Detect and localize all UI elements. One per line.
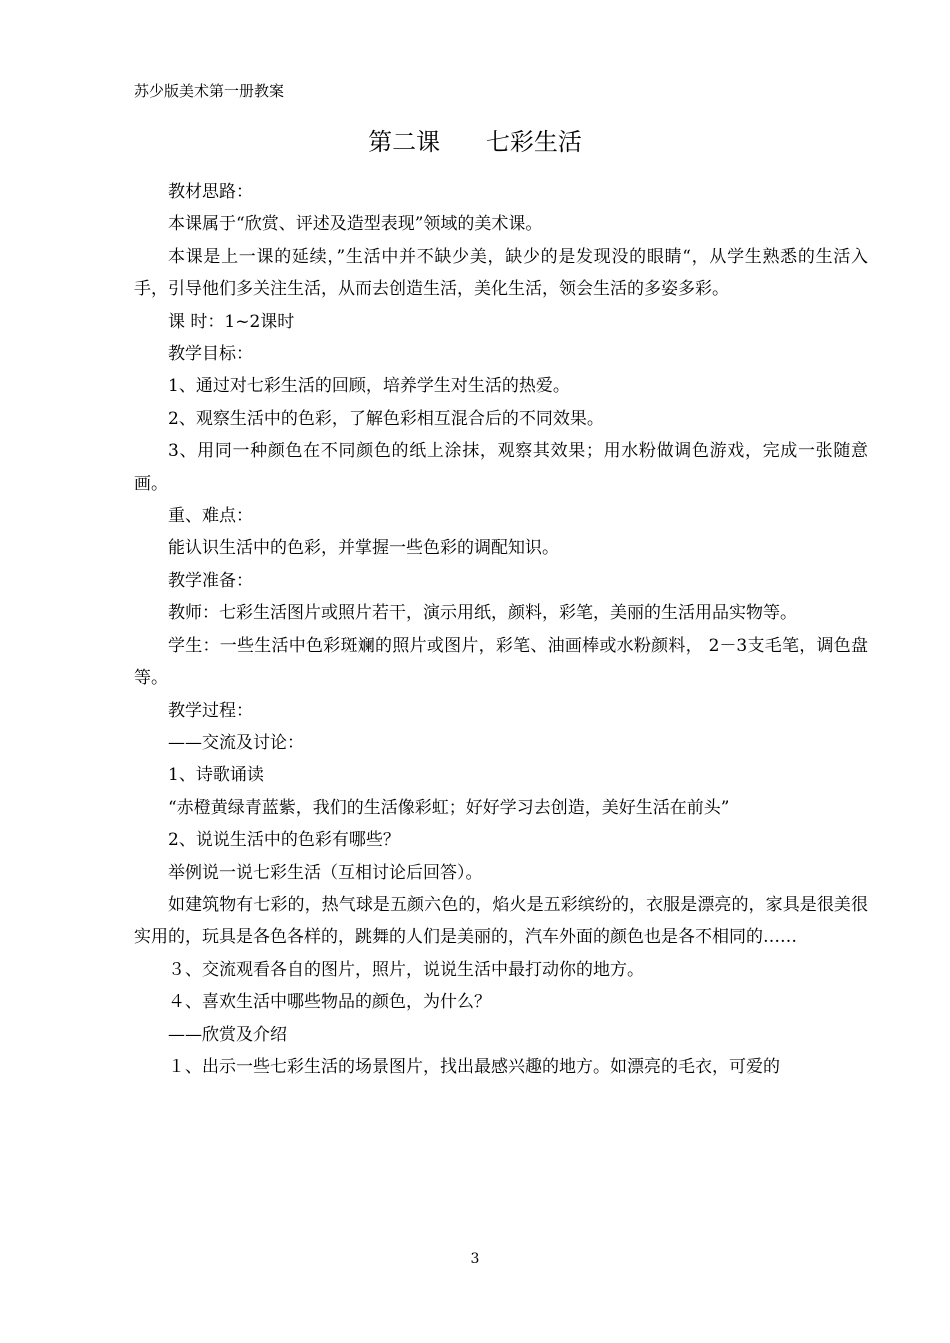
paragraph: 举例说一说七彩生活（互相讨论后回答）。 (168, 862, 483, 883)
paragraph: 1、通过对七彩生活的回顾，培养学生对生活的热爱。 (168, 376, 570, 397)
paragraph: 教师：七彩生活图片或照片若干，演示用纸，颜料，彩笔，美丽的生活用品实物等。 (168, 603, 797, 624)
lesson-number: 第二课 (368, 128, 441, 156)
paragraph: 教学目标： (168, 344, 253, 365)
lesson-name: 七彩生活 (485, 128, 582, 156)
paragraph: 2、观察生活中的色彩，了解色彩相互混合后的不同效果。 (168, 408, 604, 429)
paragraph: ３、交流观看各自的图片，照片，说说生活中最打动你的地方。 (168, 959, 644, 980)
paragraph: 如建筑物有七彩的，热气球是五颜六色的，焰火是五彩缤纷的，衣服是漂亮的，家具是很美很实用的，玩具是各色各样的，跳舞的人们是美丽的，汽车外面的颜色也是各不相同的…… (134, 894, 868, 948)
paragraph: 1、诗歌诵读 (168, 765, 264, 786)
paragraph: 课 时：1~2课时 (168, 311, 295, 332)
paragraph: 3、用同一种颜色在不同颜色的纸上涂抹，观察其效果；用水粉做调色游戏，完成一张随意画。 (134, 441, 868, 494)
paragraph: １、出示一些七彩生活的场景图片，找出最感兴趣的地方。如漂亮的毛衣，可爱的 (168, 1056, 780, 1077)
paragraph: 本课是上一课的延续，”生活中并不缺少美，缺少的是发现没的眼睛“，从学生熟悉的生活入手，引导他们多关注生活，从而去创造生活，美化生活，领会生活的多姿多彩。 (134, 246, 868, 300)
paragraph: 教学准备： (168, 570, 253, 591)
paragraph: 学生：一些生活中色彩斑斓的照片或图片，彩笔、油画棒或水粉颜料， 2－3支毛笔，调色盘等。 (134, 635, 868, 689)
paragraph: ——交流及讨论： (168, 732, 304, 753)
paragraph: 能认识生活中的色彩，并掌握一些色彩的调配知识。 (168, 538, 559, 559)
lesson-title (0, 126, 950, 158)
paragraph: 本课属于“欣赏、评述及造型表现”领域的美术课。 (168, 214, 543, 235)
page-number: 3 (470, 1251, 480, 1267)
paragraph: 2、说说生活中的色彩有哪些？ (168, 830, 400, 851)
paragraph: 教学过程： (168, 700, 253, 721)
paragraph: 重、难点： (168, 506, 253, 527)
paragraph: ——欣赏及介绍 (168, 1024, 287, 1045)
paragraph: “赤橙黄绿青蓝紫，我们的生活像彩虹；好好学习去创造，美好生活在前头” (168, 797, 730, 818)
paragraph: 教材思路： (168, 182, 253, 202)
paragraph: ４、喜欢生活中哪些物品的颜色，为什么？ (168, 992, 491, 1013)
running-header: 苏少版美术第一册教案 (134, 82, 285, 100)
lesson-body (134, 176, 868, 1083)
